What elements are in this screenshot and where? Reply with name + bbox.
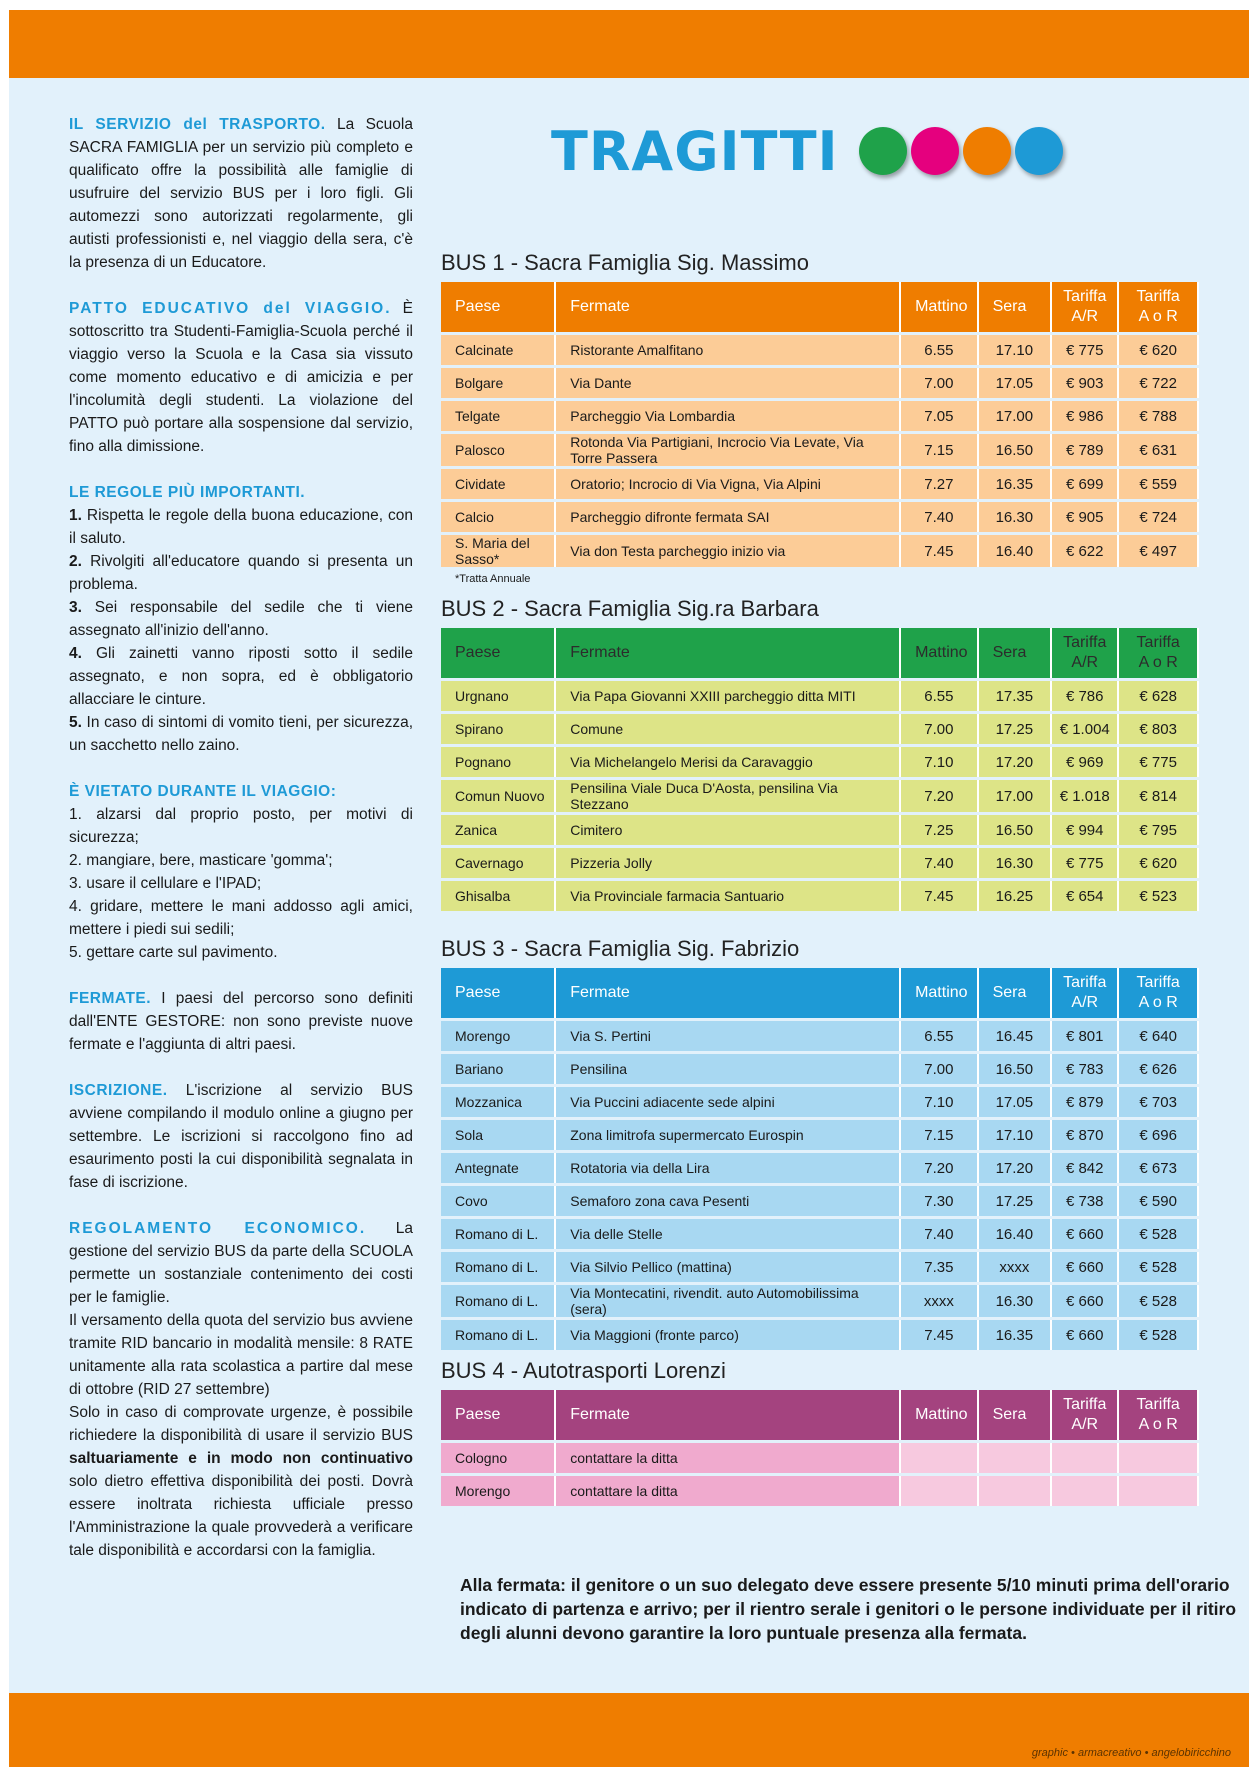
cell-tariffa-aor: € 497 xyxy=(1118,534,1198,568)
dot-orange xyxy=(963,127,1011,175)
cell-tariffa-aor: € 631 xyxy=(1118,433,1198,468)
cell-mattino: 7.00 xyxy=(900,713,978,746)
cell-paese: Calcio xyxy=(441,501,555,534)
header-sub: A o R xyxy=(1138,308,1178,325)
cell-sera: 16.30 xyxy=(978,501,1051,534)
cell-mattino: 7.00 xyxy=(900,367,978,400)
cell-sera: 17.00 xyxy=(978,779,1051,814)
cell-fermata: Parcheggio difronte fermata SAI xyxy=(555,501,900,534)
cell-sera: 17.25 xyxy=(978,713,1051,746)
cell-fermata: Via Puccini adiacente sede alpini xyxy=(555,1086,900,1119)
cell-sera: 17.35 xyxy=(978,680,1051,713)
cell-fermata: Via Provinciale farmacia Santuario xyxy=(555,880,900,912)
cell-tariffa-ar: € 660 xyxy=(1051,1319,1118,1351)
cell-tariffa-aor: € 559 xyxy=(1118,468,1198,501)
header-paese: Paese xyxy=(441,628,555,680)
cell-tariffa-aor: € 528 xyxy=(1118,1251,1198,1284)
cell-fermata: contattare la ditta xyxy=(555,1442,900,1475)
cell-fermata: contattare la ditta xyxy=(555,1475,900,1507)
cell-sera xyxy=(978,1442,1051,1475)
cell-sera: 16.25 xyxy=(978,880,1051,912)
cell-mattino: 7.25 xyxy=(900,814,978,847)
header-tariffa-ar xyxy=(1051,1390,1118,1442)
header-sera: Sera xyxy=(978,628,1051,680)
header-main: Tariffa xyxy=(1136,288,1180,305)
cell-sera: 17.05 xyxy=(978,1086,1051,1119)
cell-paese: Romano di L. xyxy=(441,1319,555,1351)
forbidden-item: 2. mangiare, bere, masticare 'gomma'; xyxy=(69,852,333,869)
cell-tariffa-ar: € 842 xyxy=(1051,1152,1118,1185)
text-regolamento-3: Solo in caso di comprovate urgenze, è possibile richiedere la disponibilità di usare il servizio BUS saltuariamente e in modo non continuativo solo dietro effettiva disponibilità dei posti. Dovrà essere inoltrata richiesta ufficiale presso l'Amministrazione la quale provvederà a verificare tale disponibilità e accordarsi con la famiglia. xyxy=(69,1404,413,1559)
cell-paese: Urgnano xyxy=(441,680,555,713)
header-sub: A/R xyxy=(1071,308,1099,325)
cell-tariffa-aor: € 696 xyxy=(1118,1119,1198,1152)
cell-paese: Cologno xyxy=(441,1442,555,1475)
cell-paese: Zanica xyxy=(441,814,555,847)
header-mattino: Mattino xyxy=(900,968,978,1020)
cell-tariffa-ar: € 660 xyxy=(1051,1251,1118,1284)
cell-tariffa-ar: € 879 xyxy=(1051,1086,1118,1119)
pickup-notice: Alla fermata: il genitore o un suo delegato deve essere presente 5/10 minuti prima dell'orario indicato di partenza e arrivo; per il rientro serale i genitori o le persone individuate per il ritiro degli alunni devono garantire la loro puntuale presenza alla fermata. xyxy=(460,1575,1237,1643)
cell-tariffa-aor: € 523 xyxy=(1118,880,1198,912)
section-vietato xyxy=(69,780,413,964)
cell-tariffa-aor: € 775 xyxy=(1118,746,1198,779)
cell-tariffa-ar xyxy=(1051,1475,1118,1507)
heading-fermate: FERMATE. xyxy=(69,990,152,1007)
cell-tariffa-aor: € 528 xyxy=(1118,1319,1198,1351)
cell-mattino: 7.40 xyxy=(900,1218,978,1251)
cell-paese: Comun Nuovo xyxy=(441,779,555,814)
header-sera: Sera xyxy=(978,282,1051,334)
cell-paese: Morengo xyxy=(441,1475,555,1507)
rule-item: 1. Rispetta le regole della buona educazione, con il saluto. xyxy=(69,507,413,547)
table-row xyxy=(441,534,1198,568)
bus-timetable xyxy=(441,1390,1199,1506)
rule-item: 5. In caso di sintomi di vomito tieni, per sicurezza, un sacchetto nello zaino. xyxy=(69,714,413,754)
cell-tariffa-ar: € 1.018 xyxy=(1051,779,1118,814)
header-main: Tariffa xyxy=(1136,1396,1180,1413)
section-servizio xyxy=(69,113,413,274)
cell-fermata: Via Papa Giovanni XXIII parcheggio ditta MITI xyxy=(555,680,900,713)
header-main: Tariffa xyxy=(1136,974,1180,991)
cell-fermata: Zona limitrofa supermercato Eurospin xyxy=(555,1119,900,1152)
page-content xyxy=(9,78,1249,1693)
bus-timetable xyxy=(441,282,1199,567)
brand-title: TRAGITTI xyxy=(551,119,839,183)
cell-fermata: Via Michelangelo Merisi da Caravaggio xyxy=(555,746,900,779)
table-row xyxy=(441,779,1198,814)
cell-mattino: 7.35 xyxy=(900,1251,978,1284)
forbidden-item: 1. alzarsi dal proprio posto, per motivi di sicurezza; xyxy=(69,806,413,846)
credit-text: graphic • armacreativo • angelobiricchino xyxy=(1031,1747,1231,1759)
header-tariffa-ar xyxy=(1051,628,1118,680)
cell-mattino: 7.15 xyxy=(900,1119,978,1152)
cell-tariffa-ar: € 905 xyxy=(1051,501,1118,534)
cell-mattino xyxy=(900,1475,978,1507)
dot-blue xyxy=(1015,127,1063,175)
cell-paese: Mozzanica xyxy=(441,1086,555,1119)
heading-patto: PATTO EDUCATIVO del VIAGGIO. xyxy=(69,300,392,317)
header-fermate: Fermate xyxy=(555,282,900,334)
table-row xyxy=(441,501,1198,534)
cell-sera: 17.10 xyxy=(978,334,1051,367)
cell-mattino: 7.20 xyxy=(900,779,978,814)
cell-mattino: 7.40 xyxy=(900,501,978,534)
cell-mattino: 6.55 xyxy=(900,334,978,367)
cell-paese: Palosco xyxy=(441,433,555,468)
cell-mattino xyxy=(900,1442,978,1475)
cell-tariffa-ar: € 660 xyxy=(1051,1284,1118,1319)
cell-paese: Cividate xyxy=(441,468,555,501)
cell-sera: 17.10 xyxy=(978,1119,1051,1152)
cell-sera: 16.35 xyxy=(978,468,1051,501)
heading-regole: LE REGOLE PIÙ IMPORTANTI. xyxy=(69,484,306,501)
table-footnote: *Tratta Annuale xyxy=(455,573,531,585)
header-sub: A o R xyxy=(1138,1416,1178,1433)
cell-paese: Cavernago xyxy=(441,847,555,880)
cell-fermata: Via Silvio Pellico (mattina) xyxy=(555,1251,900,1284)
header-mattino: Mattino xyxy=(900,628,978,680)
table-row xyxy=(441,746,1198,779)
cell-tariffa-ar: € 622 xyxy=(1051,534,1118,568)
cell-fermata: Pizzeria Jolly xyxy=(555,847,900,880)
cell-paese: Bariano xyxy=(441,1053,555,1086)
cell-sera: 16.40 xyxy=(978,534,1051,568)
cell-fermata: Ristorante Amalfitano xyxy=(555,334,900,367)
bus-2-section xyxy=(441,596,1206,911)
cell-tariffa-ar: € 969 xyxy=(1051,746,1118,779)
text-regolamento-1: La gestione del servizio BUS da parte della SCUOLA permette un sostanziale contenimento dei costi per le famiglie. xyxy=(69,1220,413,1306)
cell-tariffa-ar: € 801 xyxy=(1051,1020,1118,1053)
text-iscrizione: L'iscrizione al servizio BUS avviene compilando il modulo online a giugno per settembre. Le iscrizioni si raccolgono fino ad esaurimento posti la cui disponibilità segnalata in fase di iscrizione. xyxy=(69,1082,413,1191)
cell-paese: Romano di L. xyxy=(441,1284,555,1319)
cell-tariffa-aor: € 528 xyxy=(1118,1284,1198,1319)
forbidden-item: 3. usare il cellulare e l'IPAD; xyxy=(69,875,262,892)
heading-regolamento: REGOLAMENTO ECONOMICO. xyxy=(69,1220,367,1237)
header-paese: Paese xyxy=(441,1390,555,1442)
cell-tariffa-aor: € 814 xyxy=(1118,779,1198,814)
cell-paese: Antegnate xyxy=(441,1152,555,1185)
cell-tariffa-aor: € 795 xyxy=(1118,814,1198,847)
header-fermate: Fermate xyxy=(555,628,900,680)
section-patto xyxy=(69,297,413,458)
table-row xyxy=(441,1475,1198,1507)
brand-dots xyxy=(855,127,1063,175)
cell-mattino: 7.10 xyxy=(900,1086,978,1119)
cell-paese: Romano di L. xyxy=(441,1218,555,1251)
table-row xyxy=(441,1119,1198,1152)
forbidden-item: 5. gettare carte sul pavimento. xyxy=(69,944,278,961)
table-row xyxy=(441,1442,1198,1475)
section-fermate xyxy=(69,987,413,1056)
cell-sera: 16.35 xyxy=(978,1319,1051,1351)
cell-tariffa-ar: € 1.004 xyxy=(1051,713,1118,746)
cell-sera: 16.40 xyxy=(978,1218,1051,1251)
header-main: Tariffa xyxy=(1063,1396,1107,1413)
cell-fermata: Semaforo zona cava Pesenti xyxy=(555,1185,900,1218)
header-sub: A o R xyxy=(1138,654,1178,671)
cell-mattino: 7.45 xyxy=(900,1319,978,1351)
cell-mattino: 7.27 xyxy=(900,468,978,501)
table-row xyxy=(441,1251,1198,1284)
cell-fermata: Oratorio; Incrocio di Via Vigna, Via Alpini xyxy=(555,468,900,501)
cell-sera: 17.20 xyxy=(978,746,1051,779)
heading-vietato: È VIETATO DURANTE IL VIAGGIO: xyxy=(69,783,337,800)
cell-fermata: Comune xyxy=(555,713,900,746)
table-row xyxy=(441,468,1198,501)
cell-fermata: Pensilina xyxy=(555,1053,900,1086)
cell-tariffa-aor: € 620 xyxy=(1118,334,1198,367)
cell-tariffa-ar: € 660 xyxy=(1051,1218,1118,1251)
cell-tariffa-aor: € 788 xyxy=(1118,400,1198,433)
cell-tariffa-aor: € 590 xyxy=(1118,1185,1198,1218)
cell-fermata: Via S. Pertini xyxy=(555,1020,900,1053)
table-row xyxy=(441,880,1198,912)
table-row xyxy=(441,847,1198,880)
table-row xyxy=(441,1086,1198,1119)
table-row xyxy=(441,1020,1198,1053)
brand-header xyxy=(551,116,1063,186)
cell-paese: Pognano xyxy=(441,746,555,779)
bus-title: BUS 1 - Sacra Famiglia Sig. Massimo xyxy=(441,250,809,275)
header-mattino: Mattino xyxy=(900,282,978,334)
cell-fermata: Via don Testa parcheggio inizio via xyxy=(555,534,900,568)
cell-mattino: 6.55 xyxy=(900,680,978,713)
cell-tariffa-ar: € 986 xyxy=(1051,400,1118,433)
cell-sera: 17.25 xyxy=(978,1185,1051,1218)
cell-tariffa-ar: € 775 xyxy=(1051,334,1118,367)
cell-mattino: 7.10 xyxy=(900,746,978,779)
cell-tariffa-ar: € 738 xyxy=(1051,1185,1118,1218)
cell-paese: Calcinate xyxy=(441,334,555,367)
header-tariffa-aor xyxy=(1118,282,1198,334)
cell-tariffa-aor: € 628 xyxy=(1118,680,1198,713)
cell-tariffa-aor xyxy=(1118,1442,1198,1475)
cell-fermata: Via Maggioni (fronte parco) xyxy=(555,1319,900,1351)
info-column xyxy=(69,113,413,1585)
header-sera: Sera xyxy=(978,1390,1051,1442)
text-servizio: La Scuola SACRA FAMIGLIA per un servizio più completo e qualificato offre la possibilità alle famiglie di usufruire del servizio BUS per i loro figli. Gli automezzi sono autorizzati regolarmente, gli autisti professionisti e, nel viaggio della sera, c'è la presenza di un Educatore. xyxy=(69,116,413,271)
heading-iscrizione: ISCRIZIONE. xyxy=(69,1082,168,1099)
table-row xyxy=(441,1218,1198,1251)
cell-tariffa-ar: € 654 xyxy=(1051,880,1118,912)
bottom-orange-bar xyxy=(9,1693,1249,1767)
cell-tariffa-aor: € 640 xyxy=(1118,1020,1198,1053)
bus-title: BUS 4 - Autotrasporti Lorenzi xyxy=(441,1358,726,1383)
cell-sera: xxxx xyxy=(978,1251,1051,1284)
cell-tariffa-aor: € 626 xyxy=(1118,1053,1198,1086)
cell-mattino: 7.20 xyxy=(900,1152,978,1185)
header-fermate: Fermate xyxy=(555,1390,900,1442)
cell-tariffa-aor: € 724 xyxy=(1118,501,1198,534)
cell-fermata: Pensilina Viale Duca D'Aosta, pensilina Via Stezzano xyxy=(555,779,900,814)
table-row xyxy=(441,367,1198,400)
cell-paese: Covo xyxy=(441,1185,555,1218)
cell-tariffa-aor xyxy=(1118,1475,1198,1507)
header-main: Tariffa xyxy=(1063,288,1107,305)
header-sub: A/R xyxy=(1071,994,1099,1011)
cell-mattino: 7.30 xyxy=(900,1185,978,1218)
cell-sera: 17.05 xyxy=(978,367,1051,400)
cell-paese: Romano di L. xyxy=(441,1251,555,1284)
header-sub: A o R xyxy=(1138,994,1178,1011)
header-main: Tariffa xyxy=(1063,634,1107,651)
cell-mattino: 7.15 xyxy=(900,433,978,468)
table-row xyxy=(441,713,1198,746)
dot-green xyxy=(859,127,907,175)
bus-timetable xyxy=(441,968,1199,1350)
cell-sera: 17.00 xyxy=(978,400,1051,433)
bus-title: BUS 3 - Sacra Famiglia Sig. Fabrizio xyxy=(441,936,800,961)
table-row xyxy=(441,1319,1198,1351)
cell-tariffa-aor: € 803 xyxy=(1118,713,1198,746)
text-fermate: I paesi del percorso sono definiti dall'ENTE GESTORE: non sono previste nuove fermate e l'aggiunta di altri paesi. xyxy=(69,990,413,1053)
cell-mattino: 7.00 xyxy=(900,1053,978,1086)
header-paese: Paese xyxy=(441,968,555,1020)
table-row xyxy=(441,814,1198,847)
cell-paese: Sola xyxy=(441,1119,555,1152)
top-orange-bar xyxy=(9,10,1249,78)
table-row xyxy=(441,1053,1198,1086)
cell-fermata: Via Dante xyxy=(555,367,900,400)
rule-item: 4. Gli zainetti vanno riposti sotto il sedile assegnato, e non sopra, ed è obbligatorio allacciare le cinture. xyxy=(69,645,413,708)
cell-sera: 16.30 xyxy=(978,1284,1051,1319)
table-row xyxy=(441,1185,1198,1218)
table-row xyxy=(441,433,1198,468)
cell-mattino: 6.55 xyxy=(900,1020,978,1053)
header-tariffa-aor xyxy=(1118,1390,1198,1442)
cell-fermata: Via Montecatini, rivendit. auto Automobilissima (sera) xyxy=(555,1284,900,1319)
section-iscrizione xyxy=(69,1079,413,1194)
cell-mattino: 7.45 xyxy=(900,880,978,912)
cell-tariffa-ar: € 783 xyxy=(1051,1053,1118,1086)
cell-tariffa-ar: € 903 xyxy=(1051,367,1118,400)
cell-fermata: Rotatoria via della Lira xyxy=(555,1152,900,1185)
header-mattino: Mattino xyxy=(900,1390,978,1442)
cell-sera: 16.50 xyxy=(978,1053,1051,1086)
cell-mattino: 7.05 xyxy=(900,400,978,433)
section-regole xyxy=(69,481,413,757)
cell-sera: 17.20 xyxy=(978,1152,1051,1185)
cell-tariffa-aor: € 528 xyxy=(1118,1218,1198,1251)
header-tariffa-ar xyxy=(1051,968,1118,1020)
cell-paese: Ghisalba xyxy=(441,880,555,912)
table-row xyxy=(441,1152,1198,1185)
cell-paese: Morengo xyxy=(441,1020,555,1053)
cell-tariffa-aor: € 722 xyxy=(1118,367,1198,400)
table-row xyxy=(441,1284,1198,1319)
cell-tariffa-ar xyxy=(1051,1442,1118,1475)
header-paese: Paese xyxy=(441,282,555,334)
header-tariffa-aor xyxy=(1118,628,1198,680)
header-main: Tariffa xyxy=(1063,974,1107,991)
header-sub: A/R xyxy=(1071,654,1099,671)
text-patto: È sottoscritto tra Studenti-Famiglia-Scuola perché il viaggio verso la Scuola e la Casa sia vissuto come momento educativo e di amicizia e per l'incolumità degli studenti. La violazione del PATTO può portare alla sospensione dal servizio, fino alla dimissione. xyxy=(69,300,413,455)
cell-tariffa-aor: € 620 xyxy=(1118,847,1198,880)
cell-paese: Telgate xyxy=(441,400,555,433)
cell-sera: 16.45 xyxy=(978,1020,1051,1053)
cell-paese: Spirano xyxy=(441,713,555,746)
cell-fermata: Via delle Stelle xyxy=(555,1218,900,1251)
cell-fermata: Parcheggio Via Lombardia xyxy=(555,400,900,433)
cell-sera: 16.50 xyxy=(978,814,1051,847)
header-main: Tariffa xyxy=(1136,634,1180,651)
cell-sera xyxy=(978,1475,1051,1507)
header-fermate: Fermate xyxy=(555,968,900,1020)
cell-tariffa-ar: € 870 xyxy=(1051,1119,1118,1152)
cell-tariffa-ar: € 775 xyxy=(1051,847,1118,880)
cell-tariffa-ar: € 994 xyxy=(1051,814,1118,847)
cell-mattino: 7.40 xyxy=(900,847,978,880)
table-row xyxy=(441,680,1198,713)
bus-3-section xyxy=(441,936,1206,1350)
table-row xyxy=(441,400,1198,433)
dot-magenta xyxy=(911,127,959,175)
text-regolamento-2: Il versamento della quota del servizio bus avviene tramite RID bancario in modalità mensile: 8 RATE unitamente alla rata scolastica a partire dal mese di ottobre (RID 27 settembre) xyxy=(69,1312,413,1398)
cell-tariffa-aor: € 673 xyxy=(1118,1152,1198,1185)
cell-tariffa-ar: € 699 xyxy=(1051,468,1118,501)
section-regolamento xyxy=(69,1217,413,1562)
header-tariffa-ar xyxy=(1051,282,1118,334)
bus-title: BUS 2 - Sacra Famiglia Sig.ra Barbara xyxy=(441,596,819,621)
heading-servizio: IL SERVIZIO del TRASPORTO. xyxy=(69,116,326,133)
cell-mattino: xxxx xyxy=(900,1284,978,1319)
cell-fermata: Cimitero xyxy=(555,814,900,847)
forbidden-item: 4. gridare, mettere le mani addosso agli amici, mettere i piedi sui sedili; xyxy=(69,898,413,938)
header-sub: A/R xyxy=(1071,1416,1099,1433)
cell-sera: 16.30 xyxy=(978,847,1051,880)
bus-timetable xyxy=(441,628,1199,911)
cell-paese: Bolgare xyxy=(441,367,555,400)
cell-tariffa-ar: € 786 xyxy=(1051,680,1118,713)
cell-sera: 16.50 xyxy=(978,433,1051,468)
cell-tariffa-aor: € 703 xyxy=(1118,1086,1198,1119)
cell-tariffa-ar: € 789 xyxy=(1051,433,1118,468)
bus-1-section xyxy=(441,250,1206,585)
cell-paese: S. Maria del Sasso* xyxy=(441,534,555,568)
table-row xyxy=(441,334,1198,367)
rule-item: 2. Rivolgiti all'educatore quando si presenta un problema. xyxy=(69,553,413,593)
bus-4-section xyxy=(441,1358,1206,1506)
cell-mattino: 7.45 xyxy=(900,534,978,568)
header-tariffa-aor xyxy=(1118,968,1198,1020)
header-sera: Sera xyxy=(978,968,1051,1020)
rule-item: 3. Sei responsabile del sedile che ti viene assegnato all'inizio dell'anno. xyxy=(69,599,413,639)
cell-fermata: Rotonda Via Partigiani, Incrocio Via Levate, Via Torre Passera xyxy=(555,433,900,468)
